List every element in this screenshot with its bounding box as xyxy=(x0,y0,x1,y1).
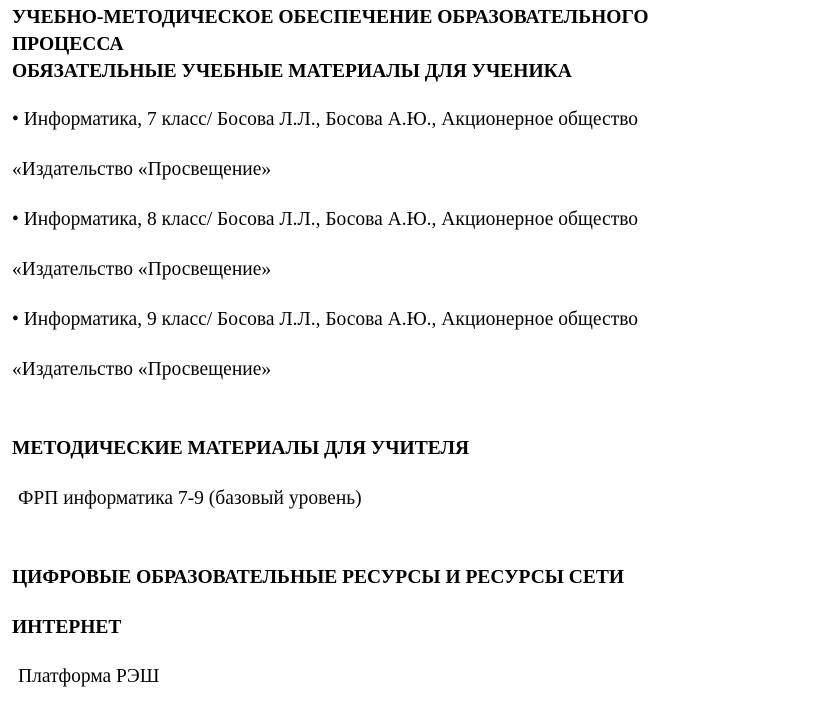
teacher-materials-item: ФРП информатика 7-9 (базовый уровень) xyxy=(18,488,362,509)
digital-resources-item: Платформа РЭШ xyxy=(18,666,160,687)
student-materials-heading: ОБЯЗАТЕЛЬНЫЕ УЧЕБНЫЕ МАТЕРИАЛЫ ДЛЯ УЧЕНИКА xyxy=(12,61,572,82)
textbook-item-7-line-2: «Издательство «Просвещение» xyxy=(12,159,272,180)
main-heading-line-1: УЧЕБНО-МЕТОДИЧЕСКОЕ ОБЕСПЕЧЕНИЕ ОБРАЗОВАТЕЛЬНОГО xyxy=(12,7,649,28)
main-heading-line-2: ПРОЦЕССА xyxy=(12,34,124,55)
textbook-item-7-line-1: • Информатика, 7 класс/ Босова Л.Л., Босова А.Ю., Акционерное общество xyxy=(12,109,639,130)
teacher-materials-heading: МЕТОДИЧЕСКИЕ МАТЕРИАЛЫ ДЛЯ УЧИТЕЛЯ xyxy=(12,438,470,459)
textbook-item-9-line-1: • Информатика, 9 класс/ Босова Л.Л., Босова А.Ю., Акционерное общество xyxy=(12,309,639,330)
textbook-item-8-line-1: • Информатика, 8 класс/ Босова Л.Л., Босова А.Ю., Акционерное общество xyxy=(12,209,639,230)
textbook-item-9-line-2: «Издательство «Просвещение» xyxy=(12,359,272,380)
digital-resources-heading-line-2: ИНТЕРНЕТ xyxy=(12,617,122,638)
textbook-item-8-line-2: «Издательство «Просвещение» xyxy=(12,259,272,280)
digital-resources-heading-line-1: ЦИФРОВЫЕ ОБРАЗОВАТЕЛЬНЫЕ РЕСУРСЫ И РЕСУРСЫ СЕТИ xyxy=(12,567,625,588)
